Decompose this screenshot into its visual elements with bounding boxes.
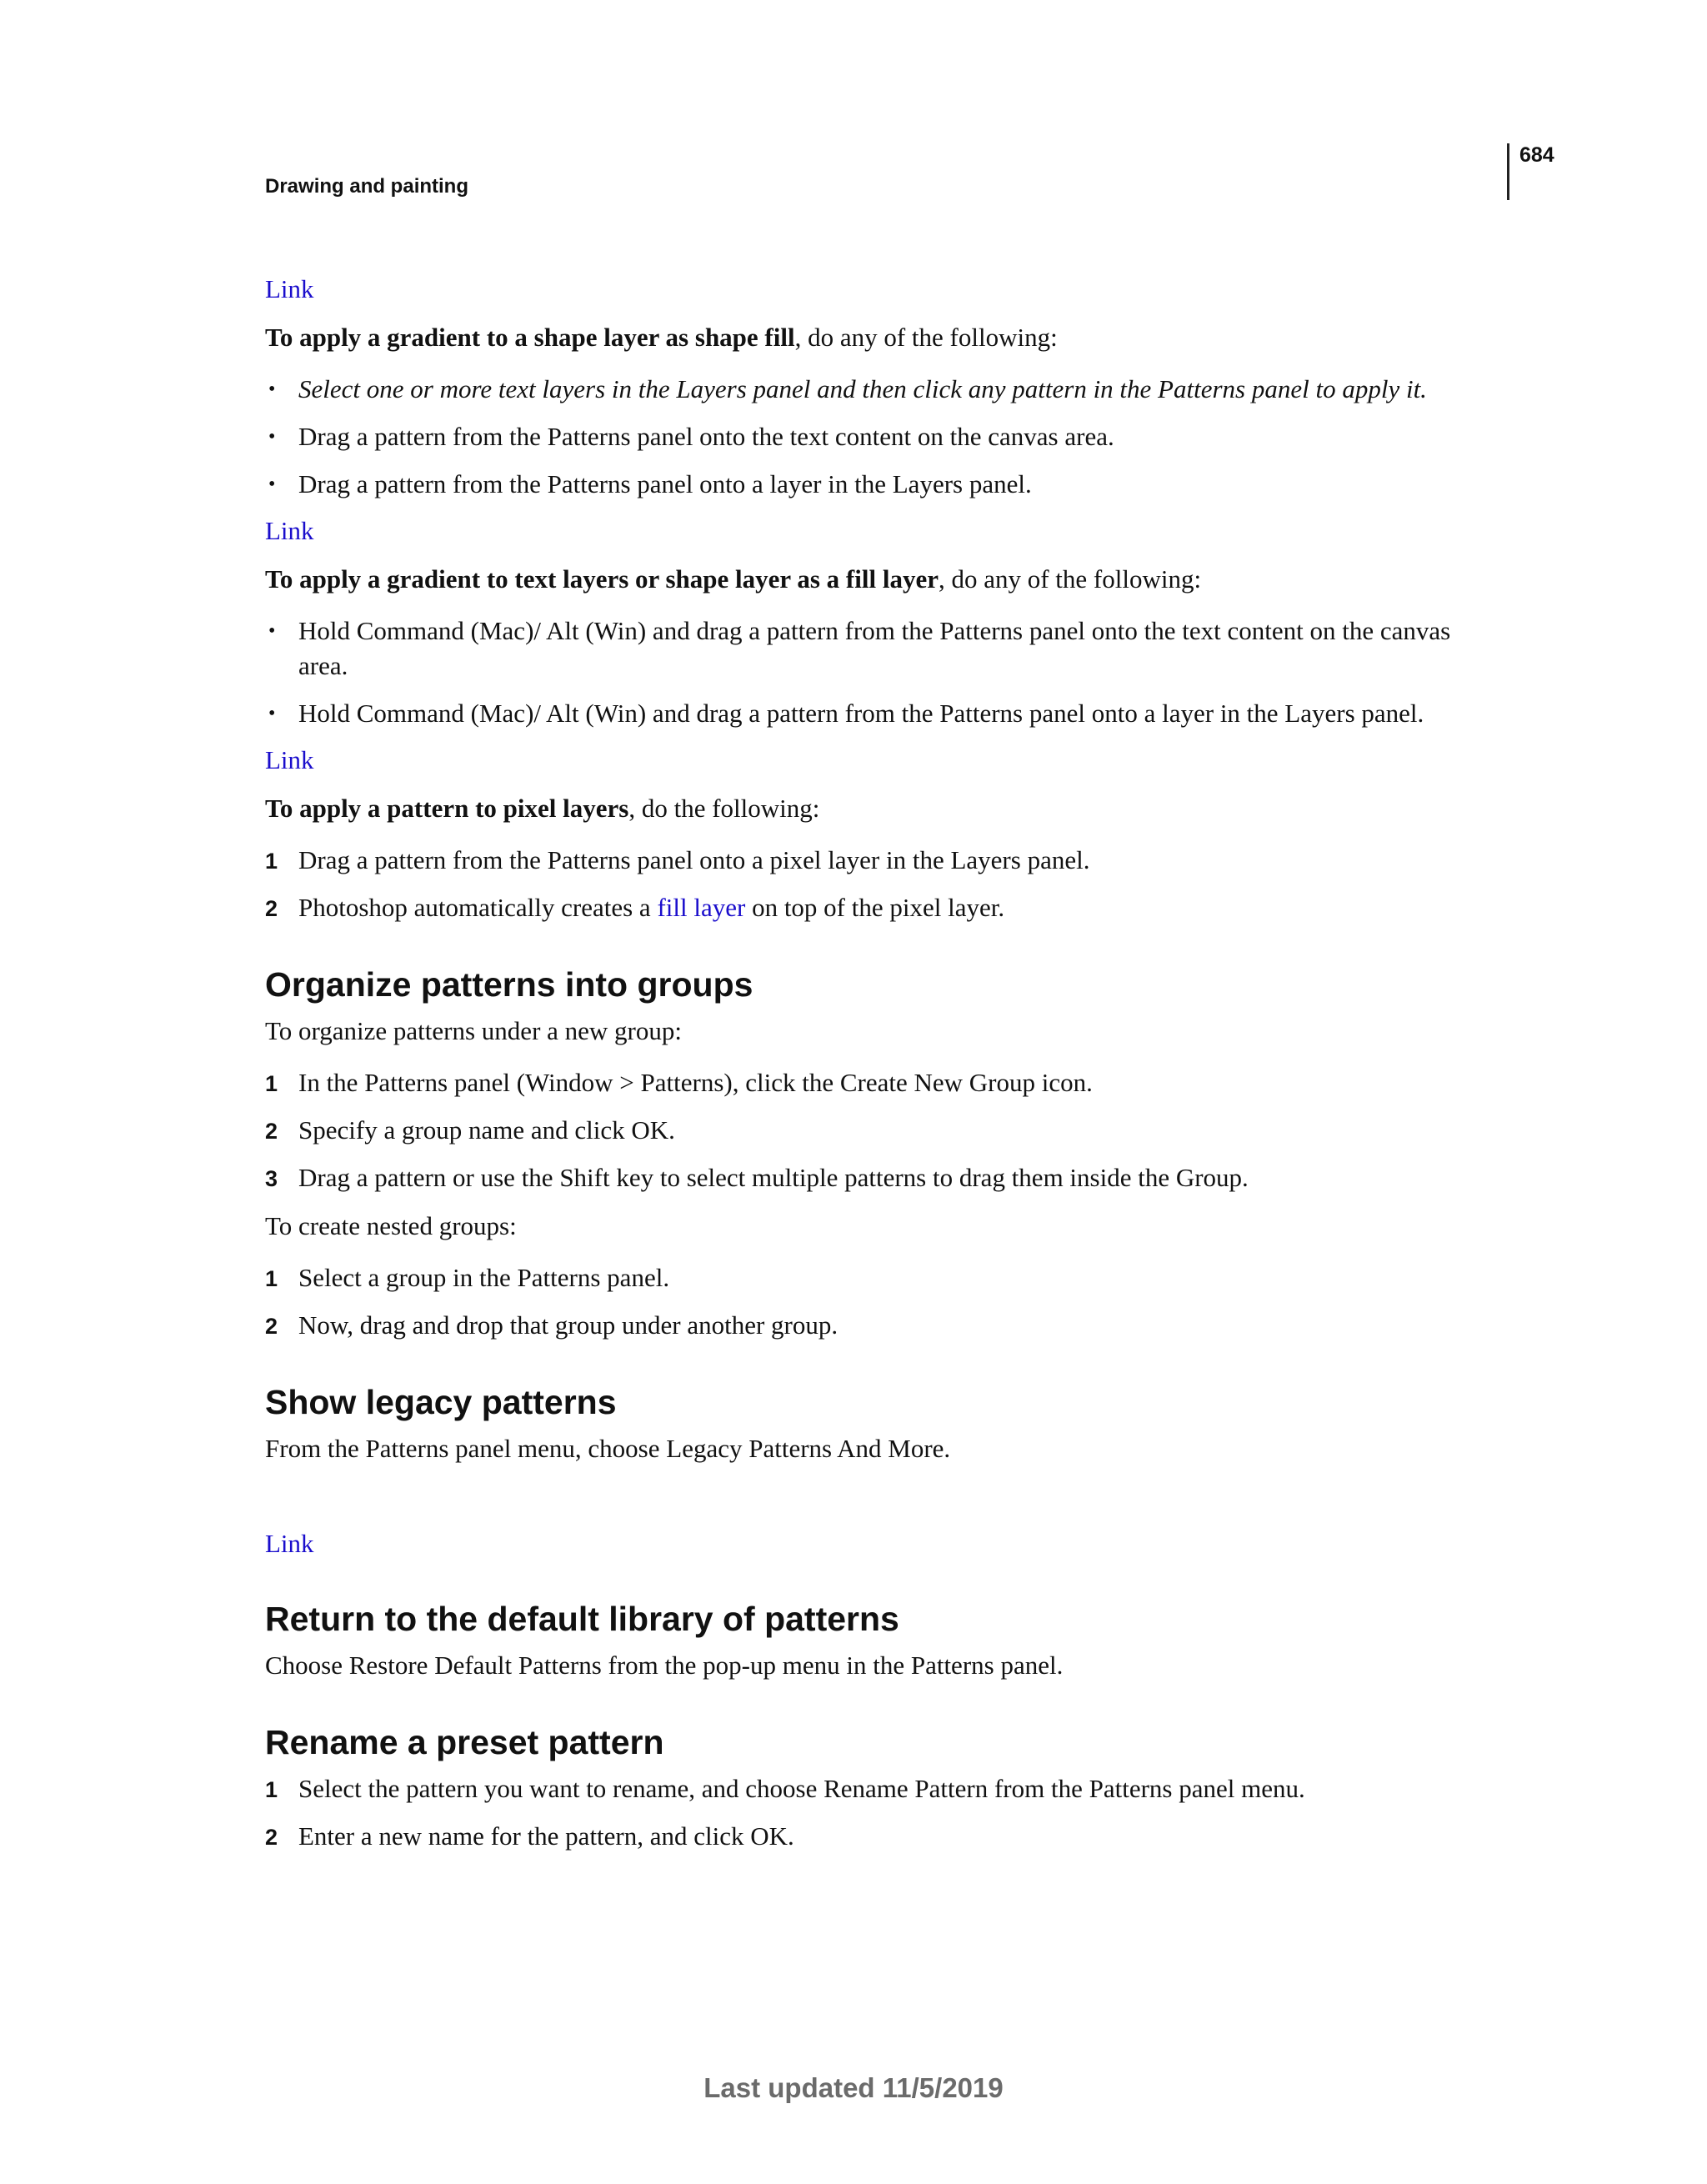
bullet-marker: • (268, 703, 276, 724)
intro-fill-layer (265, 562, 1490, 597)
step-number: 1 (265, 1071, 278, 1096)
intro-pixel-layers-bold: To apply a pattern to pixel layers (265, 794, 629, 823)
legacy-text: From the Patterns panel menu, choose Legacy Patterns And More. (265, 1434, 951, 1463)
list-item (265, 467, 1490, 502)
default-library-text: Choose Restore Default Patterns from the pop-up menu in the Patterns panel. (265, 1651, 1064, 1680)
step-item (265, 1260, 1490, 1295)
bullet-marker: • (268, 378, 276, 400)
page-content (265, 273, 1490, 1867)
step-text: Drag a pattern or use the Shift key to select multiple patterns to drag them inside the Group. (298, 1163, 1249, 1192)
bullet-marker: • (268, 620, 276, 642)
intro-shape-fill-bold: To apply a gradient to a shape layer as shape fill (265, 323, 795, 352)
rename-steps (265, 1771, 1490, 1854)
list-item-text: Hold Command (Mac)/ Alt (Win) and drag a pattern from the Patterns panel onto a layer in the Layers panel. (298, 699, 1424, 728)
page-number-rule (1507, 143, 1509, 200)
footer-last-updated: Last updated 11/5/2019 (703, 2072, 1004, 2103)
link-pixel-layers[interactable]: Link (265, 745, 314, 774)
step-text: Specify a group name and click OK. (298, 1115, 675, 1145)
intro-shape-fill-rest: , do any of the following: (794, 323, 1058, 352)
step-number: 3 (265, 1166, 278, 1191)
step-text-before: Photoshop automatically creates a (298, 893, 658, 922)
step-number: 2 (265, 896, 278, 921)
list-item-text: Select one or more text layers in the Layers panel and then click any pattern in the Patterns panel to apply it. (298, 374, 1427, 403)
step-number: 1 (265, 849, 278, 874)
list-item-text: Hold Command (Mac)/ Alt (Win) and drag a pattern from the Patterns panel onto the text content on the canvas area. (298, 616, 1451, 680)
spacer (265, 1483, 1490, 1528)
list-item (265, 696, 1490, 731)
step-text: Enter a new name for the pattern, and click OK. (298, 1821, 794, 1851)
link-legacy[interactable]: Link (265, 1529, 314, 1558)
heading-legacy: Show legacy patterns (265, 1383, 617, 1421)
intro-pixel-layers-rest: , do the following: (628, 794, 820, 823)
list-item (265, 372, 1490, 407)
step-item (265, 1113, 1490, 1148)
organize-steps (265, 1065, 1490, 1195)
intro-fill-layer-bold: To apply a gradient to text layers or shape layer as a fill layer (265, 564, 939, 594)
list-item (265, 614, 1490, 684)
nested-groups-intro: To create nested groups: (265, 1211, 517, 1240)
nested-groups-steps (265, 1260, 1490, 1343)
list-item-text: Drag a pattern from the Patterns panel onto the text content on the canvas area. (298, 422, 1114, 451)
step-item (265, 890, 1490, 925)
step-item (265, 843, 1490, 878)
shape-fill-list (265, 372, 1490, 502)
heading-default-library: Return to the default library of patterns (265, 1600, 899, 1638)
step-item (265, 1065, 1490, 1100)
step-text: In the Patterns panel (Window > Patterns), click the Create New Group icon. (298, 1068, 1093, 1097)
fill-layer-list (265, 614, 1490, 731)
step-item (265, 1771, 1490, 1806)
step-number: 2 (265, 1119, 278, 1144)
step-item (265, 1160, 1490, 1195)
list-item-text: Drag a pattern from the Patterns panel onto a layer in the Layers panel. (298, 469, 1032, 498)
step-number: 2 (265, 1314, 278, 1339)
heading-organize: Organize patterns into groups (265, 965, 753, 1004)
heading-rename: Rename a preset pattern (265, 1723, 664, 1761)
running-head: Drawing and painting (265, 175, 468, 198)
step-text: Select the pattern you want to rename, and choose Rename Pattern from the Patterns panel menu. (298, 1774, 1305, 1803)
link-shape-fill[interactable]: Link (265, 274, 314, 303)
list-item (265, 419, 1490, 454)
step-number: 1 (265, 1266, 278, 1291)
step-text: Now, drag and drop that group under another group. (298, 1310, 838, 1340)
bullet-marker: • (268, 426, 276, 448)
step-item (265, 1308, 1490, 1343)
step-number: 2 (265, 1825, 278, 1850)
step-item (265, 1819, 1490, 1854)
intro-fill-layer-rest: , do any of the following: (938, 564, 1202, 594)
fill-layer-link[interactable]: fill layer (657, 893, 746, 922)
bullet-marker: • (268, 473, 276, 495)
organize-intro: To organize patterns under a new group: (265, 1016, 682, 1045)
intro-pixel-layers (265, 791, 1490, 826)
intro-shape-fill (265, 320, 1490, 355)
step-text-after: on top of the pixel layer. (745, 893, 1005, 922)
step-number: 1 (265, 1777, 278, 1802)
step-text: Drag a pattern from the Patterns panel onto a pixel layer in the Layers panel. (298, 845, 1090, 874)
pixel-layers-steps (265, 843, 1490, 925)
link-fill-layer[interactable]: Link (265, 516, 314, 545)
page-number: 684 (1519, 143, 1554, 167)
step-text: Select a group in the Patterns panel. (298, 1263, 670, 1292)
